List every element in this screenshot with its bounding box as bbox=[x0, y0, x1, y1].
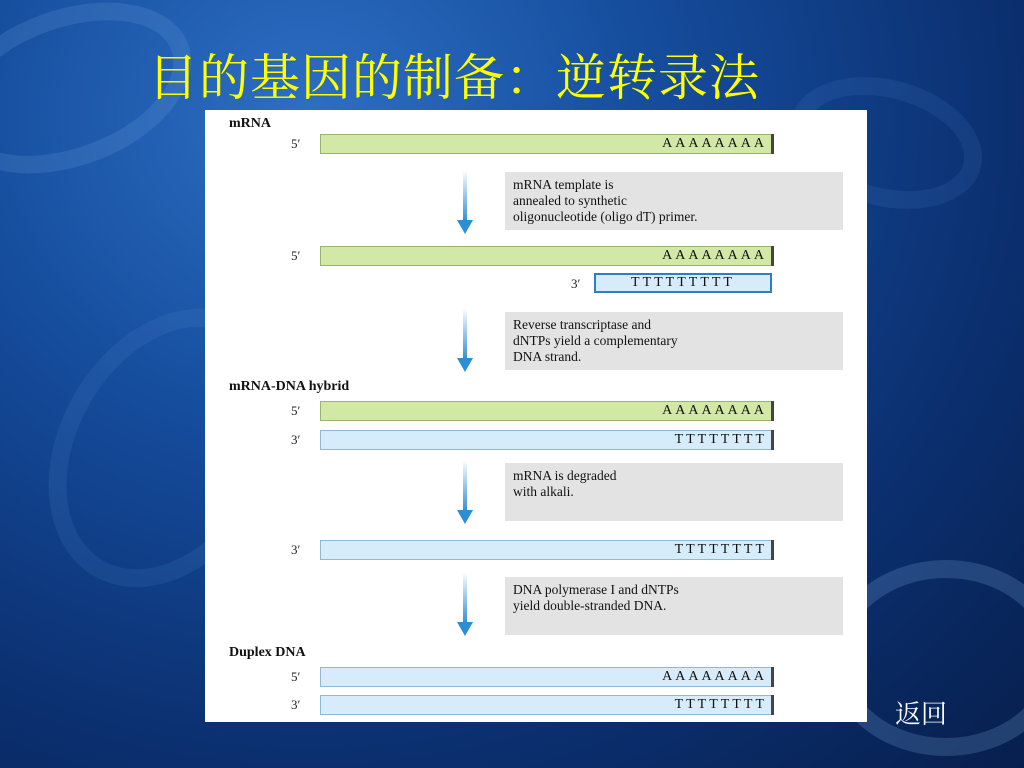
label-duplex-dna: Duplex DNA bbox=[229, 645, 306, 660]
step-note-alkali-degradation: mRNA is degraded with alkali. bbox=[505, 463, 843, 521]
mrna-strand bbox=[320, 401, 772, 421]
end-5-prime: 5′ bbox=[291, 248, 301, 263]
step-note-reverse-transcription: Reverse transcriptase and dNTPs yield a complementary DNA strand. bbox=[505, 312, 843, 370]
dna-strand-antisense bbox=[320, 695, 772, 715]
end-5-prime: 5′ bbox=[291, 136, 301, 151]
end-3-prime: 3′ bbox=[291, 697, 301, 712]
step-note-dna-polymerase: DNA polymerase I and dNTPs yield double-stranded DNA. bbox=[505, 577, 843, 635]
end-5-prime: 5′ bbox=[291, 403, 301, 418]
poly-t-sequence: TTTTTTTT bbox=[674, 432, 767, 447]
label-mrna-dna-hybrid: mRNA-DNA hybrid bbox=[229, 379, 350, 394]
down-arrow-icon bbox=[455, 170, 475, 235]
down-arrow-icon bbox=[455, 572, 475, 637]
down-arrow-icon bbox=[455, 308, 475, 373]
end-3-prime: 3′ bbox=[571, 276, 581, 291]
poly-a-tail: AAAAAAAA bbox=[662, 248, 767, 263]
label-mrna: mRNA bbox=[229, 116, 271, 131]
poly-t-sequence: TTTTTTTT bbox=[674, 542, 767, 557]
step-note-annealing: mRNA template is annealed to synthetic oligonucleotide (oligo dT) primer. bbox=[505, 172, 843, 230]
end-3-prime: 3′ bbox=[291, 542, 301, 557]
end-5-prime: 5′ bbox=[291, 669, 301, 684]
back-button[interactable]: 返回 bbox=[895, 700, 948, 730]
poly-a-tail: AAAAAAAA bbox=[662, 403, 767, 418]
poly-a-tail: AAAAAAAA bbox=[662, 136, 767, 151]
reverse-transcription-diagram bbox=[205, 110, 867, 722]
poly-t-sequence: TTTTTTTT bbox=[674, 697, 767, 712]
mrna-strand bbox=[320, 134, 772, 154]
oligo-dt-primer: TTTTTTTTT bbox=[594, 273, 772, 293]
poly-a-sequence: AAAAAAAA bbox=[662, 669, 767, 684]
down-arrow-icon bbox=[455, 460, 475, 525]
cdna-strand bbox=[320, 540, 772, 560]
dna-strand-sense bbox=[320, 667, 772, 687]
cdna-strand bbox=[320, 430, 772, 450]
slide-title: 目的基因的制备：逆转录法 bbox=[148, 49, 760, 107]
end-3-prime: 3′ bbox=[291, 432, 301, 447]
mrna-strand bbox=[320, 246, 772, 266]
